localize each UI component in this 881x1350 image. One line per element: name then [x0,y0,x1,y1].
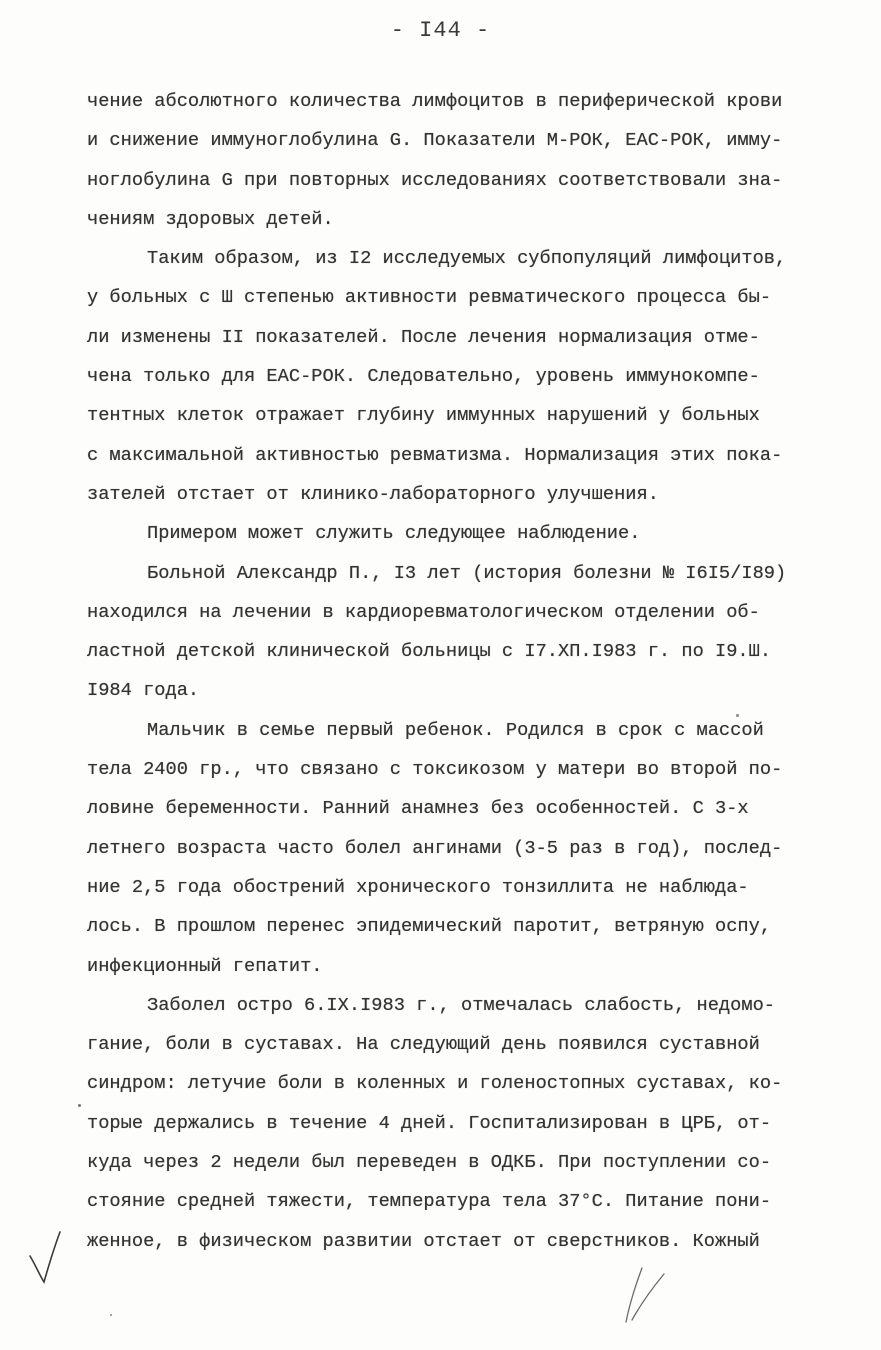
text-line: находился на лечении в кардиоревматологическом отделении об- [87,600,760,623]
text-line: зателей отстает от клинико-лабораторного улучшения. [87,482,659,505]
page-number: - I44 - [390,18,491,43]
text-line: с максимальной активностью ревматизма. Нормализация этих пока- [87,443,783,466]
text-line: ние 2,5 года обострений хронического тонзиллита не наблюда- [87,875,749,898]
text-line: и снижение иммуноглобулина G. Показатели М-РОК, ЕАС-РОК, имму- [87,129,783,152]
text-line: синдром: летучие боли в коленных и голеностопных суставах, ко- [87,1072,783,1095]
text-line: ловине беременности. Ранний анамнез без особенностей. С 3-х [87,797,749,820]
text-line: у больных с Ш степенью активности ревматического процесса бы- [87,286,772,309]
text-line: летнего возраста часто болел ангинами (3-5 раз в год), послед- [87,836,783,859]
handwritten-check-mark [26,1228,66,1288]
text-line: Мальчик в семье первый ребенок. Родился в срок с массой [147,718,764,741]
text-line: Заболел остро 6.IX.I983 г., отмечалась слабость, недомо- [147,993,776,1016]
paper-speck [110,1314,112,1316]
text-line: Больной Александр П., I3 лет (история болезни № I6I5/I89) [147,561,787,584]
text-line: чение абсолютного количества лимфоцитов в периферической крови [87,90,783,112]
text-line: ли изменены II показателей. После лечения нормализация отме- [87,325,760,348]
text-line: Таким образом, из I2 исследуемых субпопуляций лимфоцитов, [147,247,787,270]
paper-speck [736,714,739,717]
text-line: тела 2400 гр., что связано с токсикозом у матери во второй по- [87,758,783,781]
body-text [87,82,847,1261]
text-line: ластной детской клинической больницы с I7.XП.I983 г. по I9.Ш. [87,640,772,663]
text-line: женное, в физическом развитии отстает от сверстников. Кожный [87,1229,760,1252]
text-line: чена только для ЕАС-РОК. Следовательно, уровень иммунокомпе- [87,365,760,388]
text-line: инфекционный гепатит. [87,954,323,977]
text-line: куда через 2 недели был переведен в ОДКБ. При поступлении со- [87,1151,772,1174]
text-line: лось. В прошлом перенес эпидемический паротит, ветряную оспу, [87,915,772,938]
text-line: стояние средней тяжести, температура тела 37°С. Питание пони- [87,1190,772,1213]
text-line: тентных клеток отражает глубину иммунных нарушений у больных [87,404,760,427]
text-line: чениям здоровых детей. [87,207,334,230]
text-line: гание, боли в суставах. На следующий день появился суставной [87,1033,760,1056]
paper-speck [78,1104,81,1107]
text-line: Примером может служить следующее наблюдение. [147,522,641,545]
text-line: ноглобулина G при повторных исследованиях соответствовали зна- [87,168,783,191]
text-line: I984 года. [87,679,200,702]
text-line: торые держались в течение 4 дней. Госпитализирован в ЦРБ, от- [87,1111,772,1134]
handwritten-pencil-mark [612,1262,672,1330]
